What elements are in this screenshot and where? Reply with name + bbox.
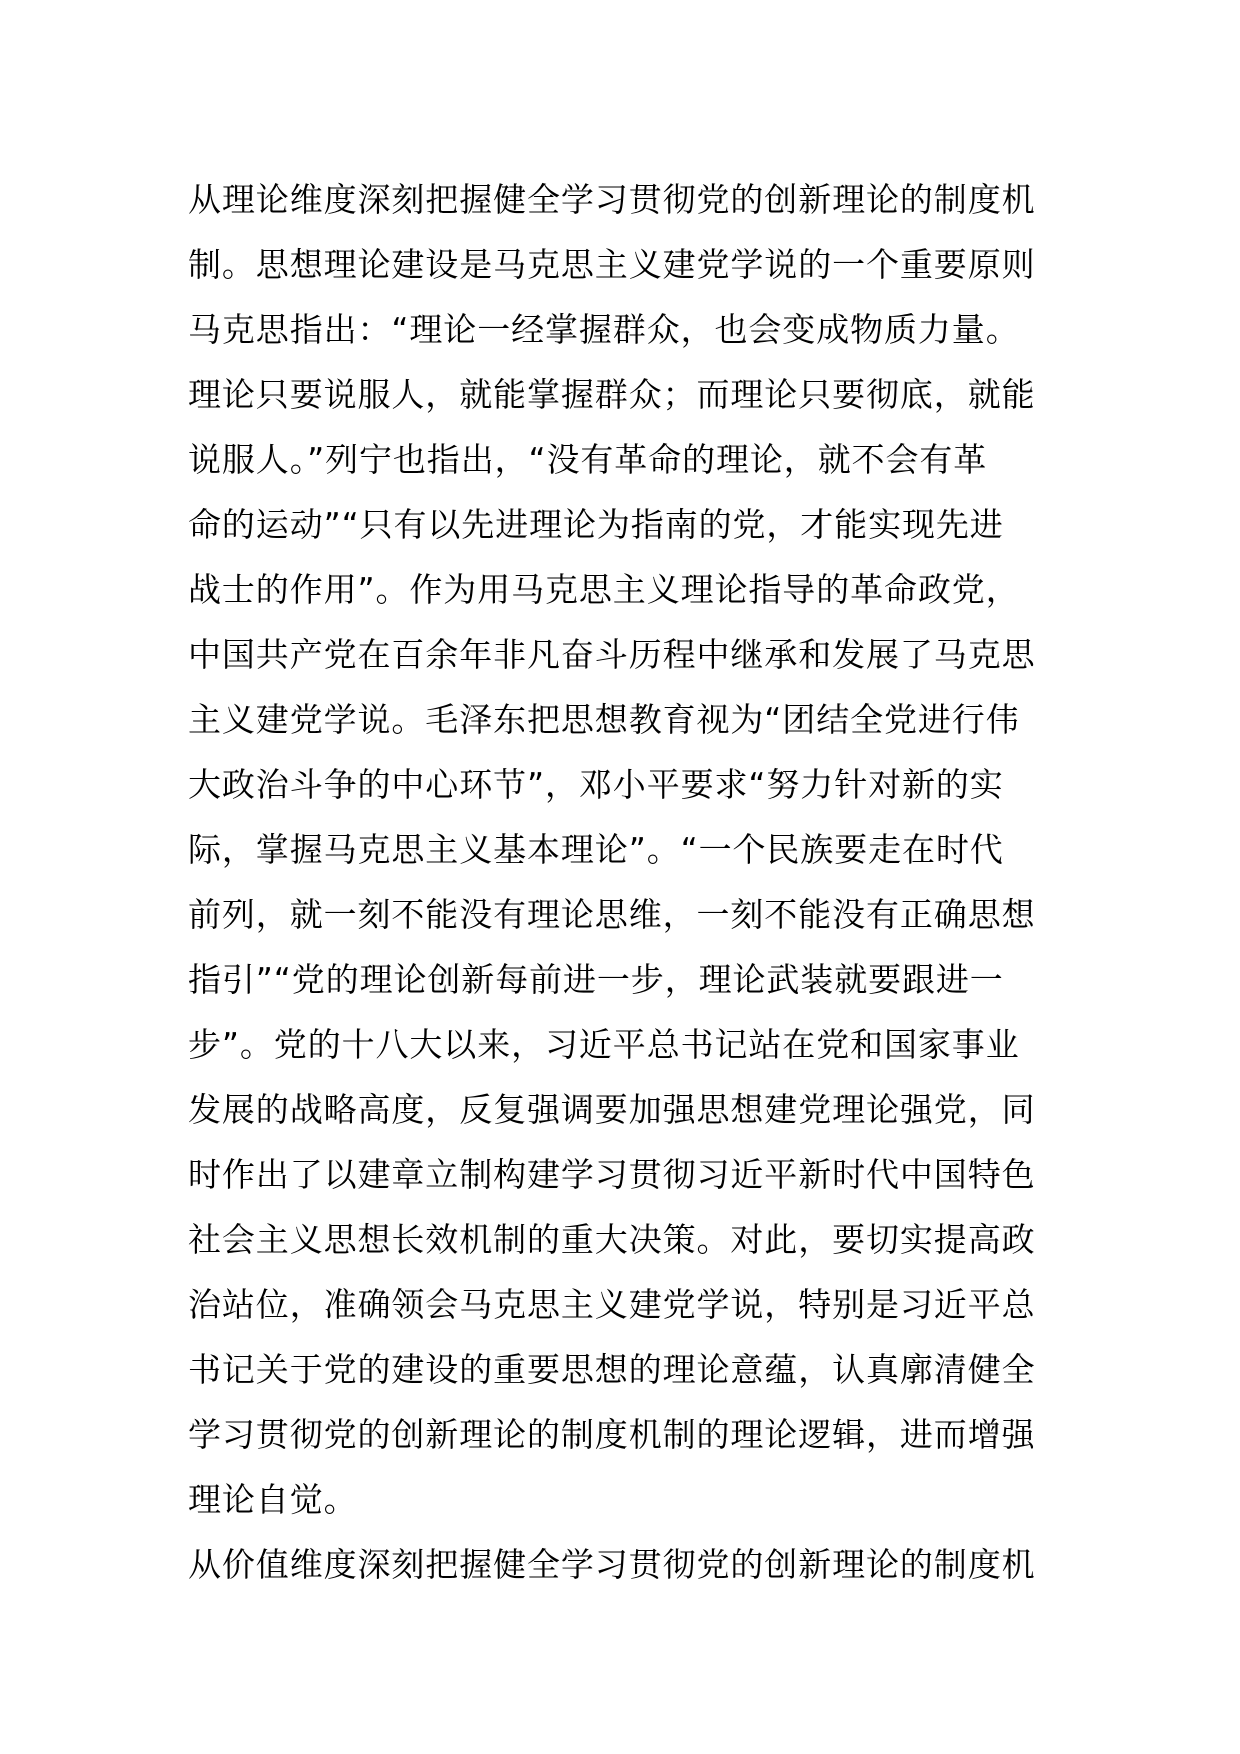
- text-line: 理论自觉。: [188, 1480, 358, 1519]
- text-line: 从理论维度深刻把握健全学习贯彻党的创新理论的制度机: [188, 180, 1036, 219]
- text-line: 际，掌握马克思主义基本理论”。“一个民族要走在时代: [188, 830, 1004, 869]
- text-line: 主义建党学说。毛泽东把思想教育视为“团结全党进行伟: [188, 700, 1020, 739]
- text-line: 学习贯彻党的创新理论的制度机制的理论逻辑，进而增强: [188, 1415, 1036, 1454]
- text-line: 社会主义思想长效机制的重大决策。对此，要切实提高政: [188, 1220, 1036, 1259]
- text-line: 说服人。”列宁也指出，“没有革命的理论，就不会有革: [188, 440, 988, 479]
- text-line: 马克思指出：“理论一经掌握群众，也会变成物质力量。: [188, 310, 1020, 349]
- text-line: 从价值维度深刻把握健全学习贯彻党的创新理论的制度机: [188, 1545, 1036, 1584]
- text-line: 前列，就一刻不能没有理论思维，一刻不能没有正确思想: [188, 895, 1036, 934]
- body-text: [188, 167, 1058, 1597]
- text-line: 治站位，准确领会马克思主义建党学说，特别是习近平总: [188, 1285, 1036, 1324]
- text-line: 中国共产党在百余年非凡奋斗历程中继承和发展了马克思: [188, 635, 1036, 674]
- text-line: 命的运动”“只有以先进理论为指南的党，才能实现先进: [188, 505, 1004, 544]
- text-line: 指引”“党的理论创新每前进一步，理论武装就要跟进一: [188, 960, 1004, 999]
- text-line: 步”。党的十八大以来，习近平总书记站在党和国家事业: [188, 1025, 1020, 1064]
- text-line: 时作出了以建章立制构建学习贯彻习近平新时代中国特色: [188, 1155, 1036, 1194]
- text-line: 大政治斗争的中心环节”，邓小平要求“努力针对新的实: [188, 765, 1004, 804]
- text-line: 书记关于党的建设的重要思想的理论意蕴，认真廓清健全: [188, 1350, 1036, 1389]
- text-line: 理论只要说服人，就能掌握群众；而理论只要彻底，就能: [188, 375, 1036, 414]
- text-line: 发展的战略高度，反复强调要加强思想建党理论强党，同: [188, 1090, 1036, 1129]
- text-line: 战士的作用”。作为用马克思主义理论指导的革命政党，: [188, 570, 1020, 609]
- text-line: 制。思想理论建设是马克思主义建党学说的一个重要原则: [188, 245, 1036, 284]
